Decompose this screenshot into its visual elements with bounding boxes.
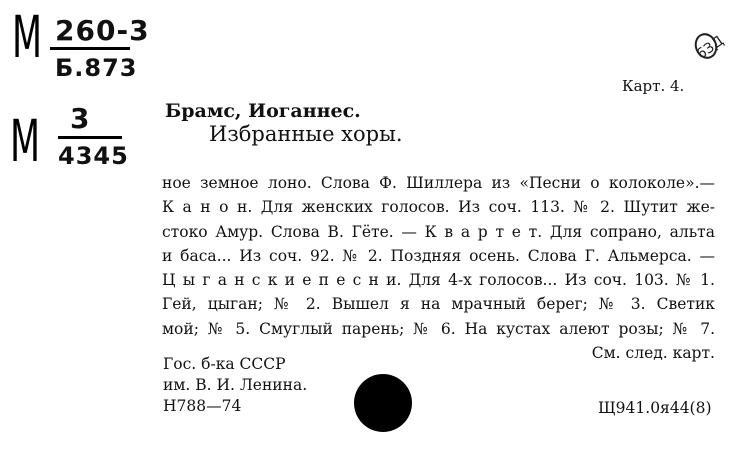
body-line: ное земное лоно. Слова Ф. Шиллера из «Песни о колоколе».— <box>162 174 715 192</box>
stamp-text: 6ЗД <box>693 33 727 63</box>
author-heading: Брамс, Иоганнес. <box>165 100 361 122</box>
call-number-1-top: 260-3 <box>55 14 150 47</box>
body-line: Гей, цыган; № 2. Вышел я на мрачный берег; № 3. Светик <box>162 295 715 314</box>
library-line: Гос. б-ка СССР <box>163 355 286 373</box>
continuation-note: См. след. карт. <box>591 344 715 363</box>
body-line: и баса... Из соч. 92. № 2. Поздняя осень. Слова Г. Альмерса. — <box>162 246 715 265</box>
card-number: Карт. 4. <box>622 77 685 95</box>
body-line: К а н о н. Для женских голосов. Из соч. 113. № 2. Шутит же- <box>162 198 715 217</box>
call-number-2-bottom: 4345 <box>58 142 129 170</box>
library-line: им. В. И. Ленина. <box>163 376 308 394</box>
library-stamp <box>688 24 728 64</box>
call-number-1-rule <box>50 47 130 50</box>
work-title: Избранные хоры. <box>209 122 403 146</box>
call-letter-2: М <box>10 107 41 175</box>
card-punch-hole <box>354 374 412 432</box>
body-line: Ц ы г а н с к и е п е с н и. Для 4-х голосов... Из соч. 103. № 1. <box>162 271 715 290</box>
library-line: Н788—74 <box>163 397 242 415</box>
classification-code: Щ941.0я44(8) <box>598 399 712 417</box>
call-number-2-rule <box>58 136 122 139</box>
call-letter-1: М <box>12 3 43 71</box>
library-imprint <box>163 354 307 417</box>
call-number-2-top: 3 <box>70 102 91 135</box>
call-number-1-bottom: Б.873 <box>55 54 138 82</box>
description-body <box>162 171 715 365</box>
body-line: мой; № 5. Смуглый парень; № 6. На кустах алеют розы; № 7. <box>162 319 715 338</box>
body-line: стоко Амур. Слова В. Гёте. — К в а р т е т. Для сопрано, альта <box>162 222 715 241</box>
